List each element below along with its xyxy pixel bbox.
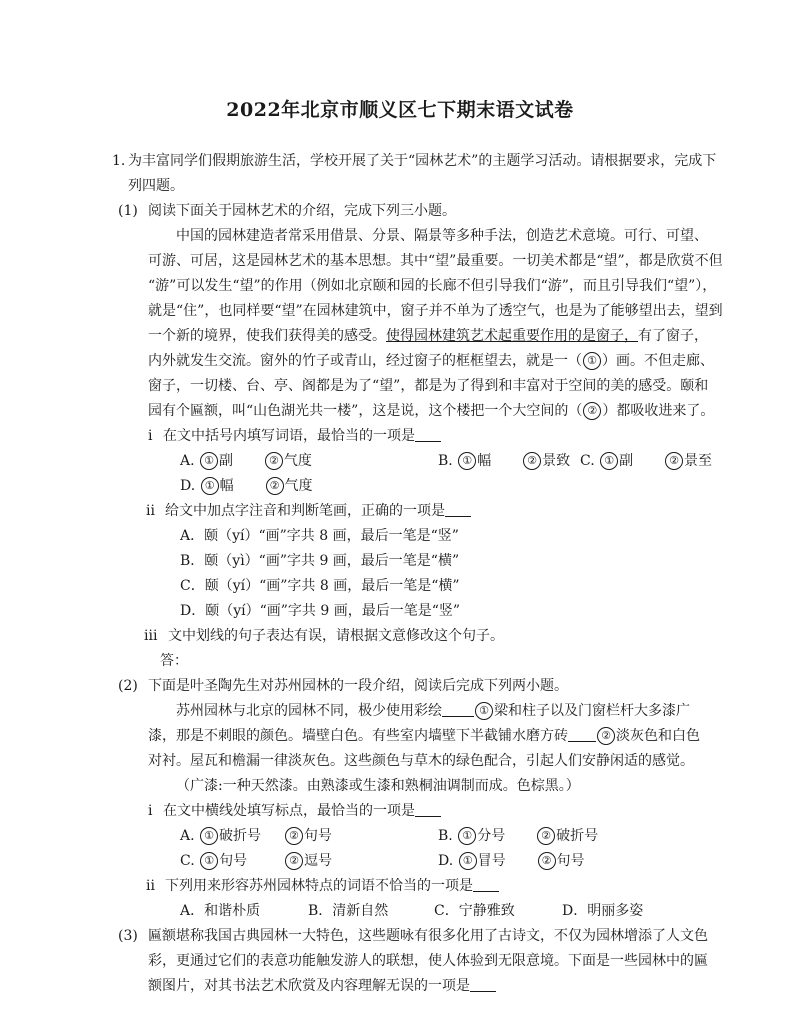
option-item-1: 副 (619, 453, 634, 469)
part1-passage-line3: “游”可以发生“望”的作用（例如北京颐和园的长廊不但引导我们“游”，而且引导我们“望”）， (148, 278, 717, 294)
part1-qi-option-a[interactable] (180, 451, 312, 471)
option-item-1: 副 (219, 453, 234, 469)
circled-2-mark: ② (266, 477, 284, 495)
circled-1-mark: ① (200, 452, 218, 470)
passage-line5-text-a: 一个新的境界，使我们获得美的感受。 (148, 328, 386, 344)
part1-qiii-number: iii (144, 628, 158, 644)
part1-qii-prompt: 给文中加点字注音和判断笔画，正确的一项是 (165, 503, 445, 519)
option-item-2: 破折号 (556, 828, 599, 844)
circled-1-mark: ① (600, 452, 618, 470)
option-item-1: 冒号 (477, 853, 506, 869)
option-item-1: 幅 (477, 453, 492, 469)
part1-passage-line1: 中国的园林建造者常采用借景、分景、隔景等多种手法，创造艺术意境。可行、可望、 (176, 228, 708, 244)
part3-line3 (148, 976, 496, 996)
part1-passage-line7: 窗子，一切楼、台、亭、阁都是为了“望”，都是为了得到和丰富对于空间的美的感受。颐和 (148, 378, 709, 394)
part2-passage-line3: 对衬。屋瓦和檐漏一律淡灰色。这些颜色与草木的绿色配合，引起人们安静闲适的感觉。 (148, 753, 694, 769)
circled-2-mark: ② (523, 452, 541, 470)
part3-line1: 匾额堪称我国古典园林一大特色，这些题咏有很多化用了古诗文，不仅为园林增添了人文色 (148, 928, 708, 944)
part2-line1-text-b: 梁和柱子以及门窗栏杆大多漆广 (494, 703, 690, 719)
part2-qi-prompt: 在文中横线处填写标点，最恰当的一项是 (163, 803, 415, 819)
answer-blank (415, 802, 441, 817)
part1-qiii-text: 文中划线的句子表达有误，请根据文意修改这个句子。 (168, 628, 504, 644)
part1-qiii-answer-label[interactable]: 答： (160, 653, 188, 669)
q1-number: 1. (112, 153, 126, 169)
option-letter: C. (180, 853, 195, 869)
circled-1-mark: ① (201, 477, 219, 495)
part1-qi-option-d[interactable] (180, 476, 313, 496)
part1-qii-number: ii (146, 503, 155, 519)
option-letter: D. (438, 853, 454, 869)
circled-1-mark: ① (583, 352, 601, 370)
option-letter: B. (438, 453, 453, 469)
underlined-sentence: 使得园林建筑艺术起重要作用的是窗子， (386, 328, 638, 344)
part2-qii-option-a[interactable]: A．和谐朴质 (180, 903, 261, 919)
part1-qii-option-d[interactable]: D．颐（yí）“画”字共 9 画，最后一笔是“竖” (180, 603, 461, 619)
option-item-2: 气度 (284, 478, 313, 494)
option-item-2: 逗号 (304, 853, 333, 869)
circled-1-mark: ① (459, 852, 477, 870)
part2-qii-text (165, 876, 499, 896)
option-letter: A. (180, 828, 195, 844)
part1-qi-prompt: 在文中括号内填写词语，最恰当的一项是 (163, 428, 415, 444)
option-item-2: 句号 (303, 828, 332, 844)
circled-1-mark: ① (475, 702, 493, 720)
circled-2-mark: ② (285, 852, 303, 870)
part1-qii-option-c[interactable]: C．颐（yí）“画”字共 8 画，最后一笔是“横” (180, 578, 460, 594)
answer-blank (445, 502, 471, 517)
option-item-2: 景致 (542, 453, 571, 469)
option-item-1: 分号 (477, 828, 506, 844)
part1-passage-line6 (148, 351, 714, 371)
punctuation-blank-1[interactable] (442, 702, 474, 717)
part2-qi-option-a[interactable] (180, 826, 332, 846)
circled-2-mark: ② (537, 827, 555, 845)
part1-passage-line8 (148, 401, 714, 421)
part1-qi-option-c[interactable] (580, 451, 712, 471)
part1-qii-text (165, 501, 471, 521)
circled-1-mark: ① (200, 852, 218, 870)
option-letter: D. (180, 478, 196, 494)
answer-blank (415, 427, 441, 442)
passage-line6-text-b: ）画。不但走廊、 (602, 353, 714, 369)
part1-intro: 阅读下面关于园林艺术的介绍，完成下列三小题。 (148, 203, 456, 219)
passage-line8-text-b: ）都吸收进来了。 (602, 403, 715, 419)
part2-qii-number: ii (146, 878, 155, 894)
part3-line2: 彩，更通过它们的表意功能触发游人的联想，使人体验到无限意境。下面是一些园林中的匾 (148, 953, 708, 969)
part3-number: (3) (118, 928, 138, 944)
part2-qi-option-c[interactable] (180, 851, 332, 871)
circled-2-mark: ② (265, 452, 283, 470)
option-item-1: 幅 (219, 478, 234, 494)
part1-passage-line2: 可游、可居，这是园林艺术的基本思想。其中“望”最重要。一切美术都是“望”，都是欣赏不但 (148, 253, 723, 269)
part1-qii-option-b[interactable]: B．颐（yì）“画”字共 9 画，最后一笔是“横” (180, 553, 460, 569)
answer-blank (473, 877, 499, 892)
part2-qi-option-d[interactable] (438, 851, 585, 871)
circled-1-mark: ① (458, 452, 476, 470)
part2-qii-option-b[interactable]: B．清新自然 (308, 903, 389, 919)
part2-passage-line1 (176, 701, 690, 721)
part1-passage-line5 (148, 326, 708, 346)
answer-blank (470, 977, 496, 992)
circled-2-mark: ② (285, 827, 303, 845)
passage-line8-text-a: 园有个匾额，叫“山色湖光共一楼”，这是说，这个楼把一个大空间的（ (148, 403, 583, 419)
part1-number: (1) (118, 203, 138, 219)
part2-qi-option-b[interactable] (438, 826, 598, 846)
passage-line5-text-b: 有了窗子， (638, 328, 708, 344)
passage-line6-text-a: 内外就发生交流。窗外的竹子或青山，经过窗子的框框望去，就是一（ (148, 353, 582, 369)
part1-qii-option-a[interactable]: A．颐（yí）“画”字共 8 画，最后一笔是“竖” (180, 528, 459, 544)
part2-qii-option-d[interactable]: D．明丽多姿 (562, 903, 644, 919)
option-letter: B. (438, 828, 453, 844)
option-letter: C. (580, 453, 595, 469)
part3-prompt: 额图片，对其书法艺术欣赏及内容理解无误的一项是 (148, 978, 470, 994)
part2-number: (2) (118, 678, 138, 694)
part2-note: （广漆:一种天然漆。由熟漆或生漆和熟桐油调制而成。色棕黑。） (176, 778, 580, 794)
part2-line2-text-a: 漆，那是不刺眼的颜色。墙壁白色。有些室内墙壁下半截铺水磨方砖 (148, 728, 568, 744)
part2-qi-text (163, 801, 441, 821)
part1-passage-line4: 就是“住”，也同样要“望”在园林建筑中，窗子并不单为了透空气，也是为了能够望出去，望到 (148, 303, 723, 319)
circled-2-mark: ② (538, 852, 556, 870)
circled-2-mark: ② (583, 402, 601, 420)
part2-line1-text-a: 苏州园林与北京的园林不同，极少使用彩绘 (176, 703, 442, 719)
option-item-2: 景至 (684, 453, 713, 469)
option-item-2: 气度 (283, 453, 312, 469)
circled-1-mark: ① (200, 827, 218, 845)
part2-passage-line2 (148, 726, 700, 746)
q1-stem-line1: 为丰富同学们假期旅游生活，学校开展了关于“园林艺术”的主题学习活动。请根据要求，完成下 (128, 153, 717, 169)
option-item-1: 句号 (219, 853, 248, 869)
part2-intro: 下面是叶圣陶先生对苏州园林的一段介绍，阅读后完成下列两小题。 (148, 678, 568, 694)
option-item-1: 破折号 (219, 828, 262, 844)
part2-qii-prompt: 下列用来形容苏州园林特点的词语不恰当的一项是 (165, 878, 473, 894)
part2-qii-option-c[interactable]: C．宁静雅致 (434, 903, 515, 919)
option-item-2: 句号 (556, 853, 585, 869)
part1-qi-option-b[interactable] (438, 451, 570, 471)
option-letter: A. (180, 453, 195, 469)
circled-2-mark: ② (597, 727, 615, 745)
part2-line2-text-b: 淡灰色和白色 (616, 728, 700, 744)
circled-2-mark: ② (665, 452, 683, 470)
part1-qi-number: i (148, 428, 153, 444)
circled-1-mark: ① (458, 827, 476, 845)
part2-qi-number: i (148, 803, 153, 819)
punctuation-blank-2[interactable] (568, 727, 596, 742)
part1-qi-text (163, 426, 441, 446)
q1-stem-line2: 列四题。 (128, 178, 184, 194)
page-title: 2022年北京市顺义区七下期末语文试卷 (226, 99, 574, 121)
